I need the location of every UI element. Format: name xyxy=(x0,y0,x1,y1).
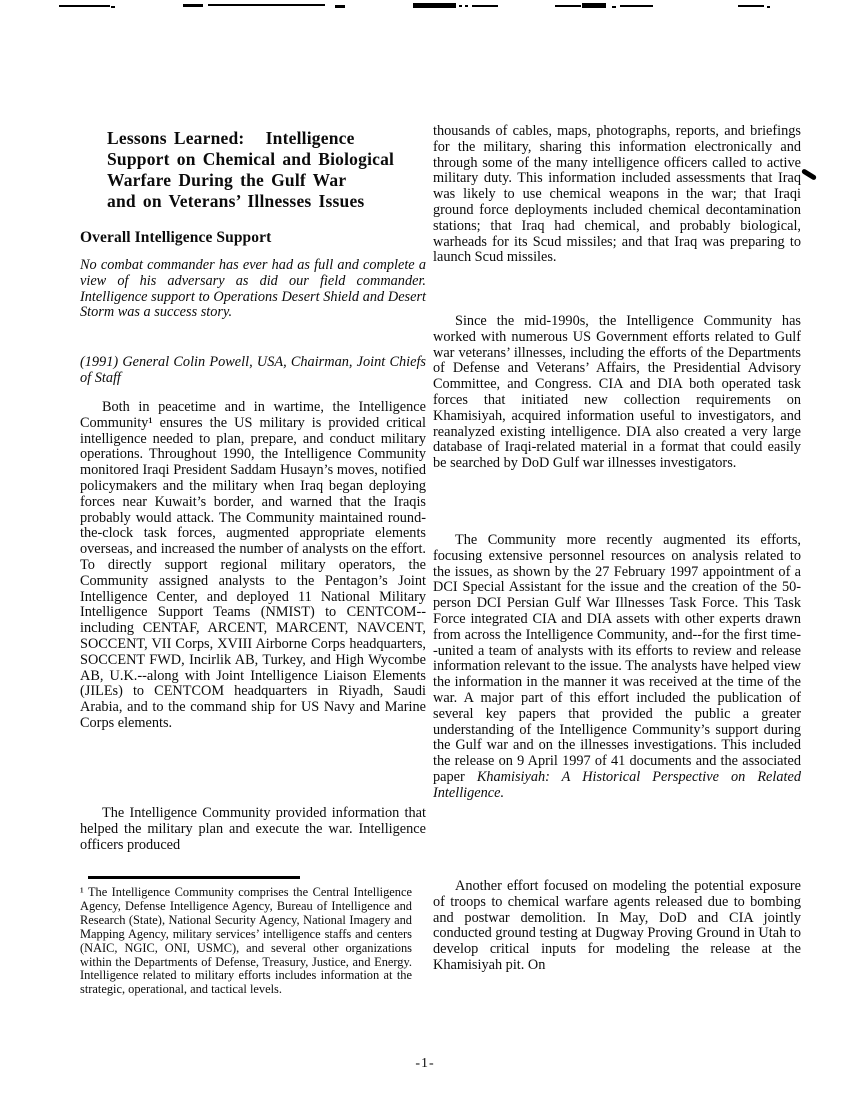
right-column-paragraph-1: thousands of cables, maps, photographs, reports, and briefings for the military, sharing this information electronically and through some of the many intelligence officers called to active military duty. This information included assessments that Iraq was likely to use chemical weapons in the war; that Iraqi ground force deployments included chemical decontamination stations; that Iraq had chemical, and probably biological, warheads for its Scud missiles; and that Iraq was preparing to launch Scud missiles. xyxy=(433,123,801,266)
scan-mark xyxy=(413,3,456,8)
scan-mark xyxy=(582,3,606,8)
document-title-line: Lessons Learned: Intelligence xyxy=(107,128,355,148)
section-heading-overall-intelligence-support: Overall Intelligence Support xyxy=(80,229,272,246)
right-column-paragraph-4: Another effort focused on modeling the potential exposure of troops to chemical warfare agents released due to bombing and postwar demolition. In May, DoD and CIA jointly conducted ground testing at Dugway Proving Ground in Utah to develop critical inputs for modeling the release at the Khamisiyah pit. On xyxy=(433,878,801,973)
scan-mark xyxy=(335,5,345,8)
scan-mark xyxy=(612,6,616,8)
scan-mark xyxy=(620,5,653,7)
scan-mark xyxy=(555,5,581,7)
footnote-separator-rule xyxy=(88,876,300,879)
epigraph-attribution: (1991) General Colin Powell, USA, Chairman, Joint Chiefs of Staff xyxy=(80,354,426,386)
scan-mark xyxy=(472,5,498,7)
left-column-paragraph-2: The Intelligence Community provided information that helped the military plan and execute the war. Intelligence officers produced xyxy=(80,805,426,853)
paragraph-text: The Community more recently augmented its efforts, focusing extensive personnel resources on analysis related to the issues, as shown by the 27 February 1997 appointment of a DCI Special Assistant for the issue and the creation of the 50-person DCI Persian Gulf War Illnesses Task Force. This Task Force integrated CIA and DIA assets with other experts drawn from across the Intelligence Community, and--for the first time--united a team of analysts with its efforts to review and release information relevant to the issue. The analysts have helped view the information in the manner it was received at the time of the war. A major part of this effort included the publication of several key papers that provided the public a greater understanding of the Intelligence Community’s support during the Gulf war and on the illnesses investigations. This included the release on 9 April 1997 of 41 documents and the associated paper xyxy=(433,532,801,785)
document-title-line: Warfare During the Gulf War xyxy=(107,170,347,190)
scan-mark xyxy=(459,5,462,7)
document-title-line: Support on Chemical and Biological xyxy=(107,149,395,169)
right-column-paragraph-3 xyxy=(433,533,801,802)
page-number: -1- xyxy=(415,1056,435,1071)
scan-mark xyxy=(465,5,468,7)
scan-mark xyxy=(738,5,764,7)
cited-paper-title: Khamisiyah: A Historical Perspective on Related Intelligence. xyxy=(433,768,801,801)
right-column-paragraph-2: Since the mid-1990s, the Intelligence Community has worked with numerous US Government efforts related to Gulf war veterans’ illnesses, including the efforts of the Departments of Defense and Veterans’ Affairs, the Presidential Advisory Committee, and Congress. CIA and DIA both operated task forces that initiated new collection requirements on Khamisiyah, acquired information useful to investigators, and reanalyzed existing intelligence. DIA also created a very large database of Iraqi-related material in a format that could easily be searched by DoD Gulf war illnesses investigators. xyxy=(433,313,801,472)
scan-mark xyxy=(183,4,203,7)
scan-mark xyxy=(208,4,325,6)
scan-mark xyxy=(767,6,770,8)
footnote-1: ¹ The Intelligence Community comprises the Central Intelligence Agency, Defense Intelligence Agency, Bureau of Intelligence and Research (State), National Security Agency, National Imagery and Mapping Agency, military services’ intelligence staffs and centers (NAIC, NGIC, ONI, USMC), and several other organizations within the Departments of Defense, Treasury, Justice, and Energy. Intelligence related to military efforts includes information at the strategic, operational, and tactical levels. xyxy=(80,885,412,997)
left-column-paragraph-1: Both in peacetime and in wartime, the Intelligence Community¹ ensures the US military is provided critical intelligence needed to plan, prepare, and conduct military operations. Throughout 1990, the Intelligence Community monitored Iraqi President Saddam Husayn’s moves, notified policymakers and the military when Iraq began deploying forces near Kuwait’s border, and warned that the Iraqis probably would attack. The Community maintained round-the-clock task forces, augmented appropriate elements overseas, and increased the number of analysts on the effort. To directly support regional military operators, the Community assigned analysts to the Pentagon’s Joint Intelligence Center, and deployed 11 National Military Intelligence Support Teams (NMIST) to CENTCOM--including CENTAF, ARCENT, MARCENT, NAVCENT, SOCCENT, VII Corps, XVIII Airborne Corps headquarters, SOCCENT FWD, Incirlik AB, Turkey, and High Wycombe AB, U.K.--along with Joint Intelligence Liaison Elements (JILEs) to CENTCOM headquarters in Riyadh, Saudi Arabia, and to the command ship for US Navy and Marine Corps elements. xyxy=(80,399,426,731)
scan-mark xyxy=(111,6,115,8)
epigraph-quote: No combat commander has ever had as full and complete a view of his adversary as did our field commander. Intelligence support to Operations Desert Shield and Desert Storm was a success story. xyxy=(80,257,426,321)
document-title-line: and on Veterans’ Illnesses Issues xyxy=(107,191,365,211)
pen-mark xyxy=(801,168,817,181)
scan-mark xyxy=(59,5,110,7)
document-title xyxy=(107,128,442,212)
